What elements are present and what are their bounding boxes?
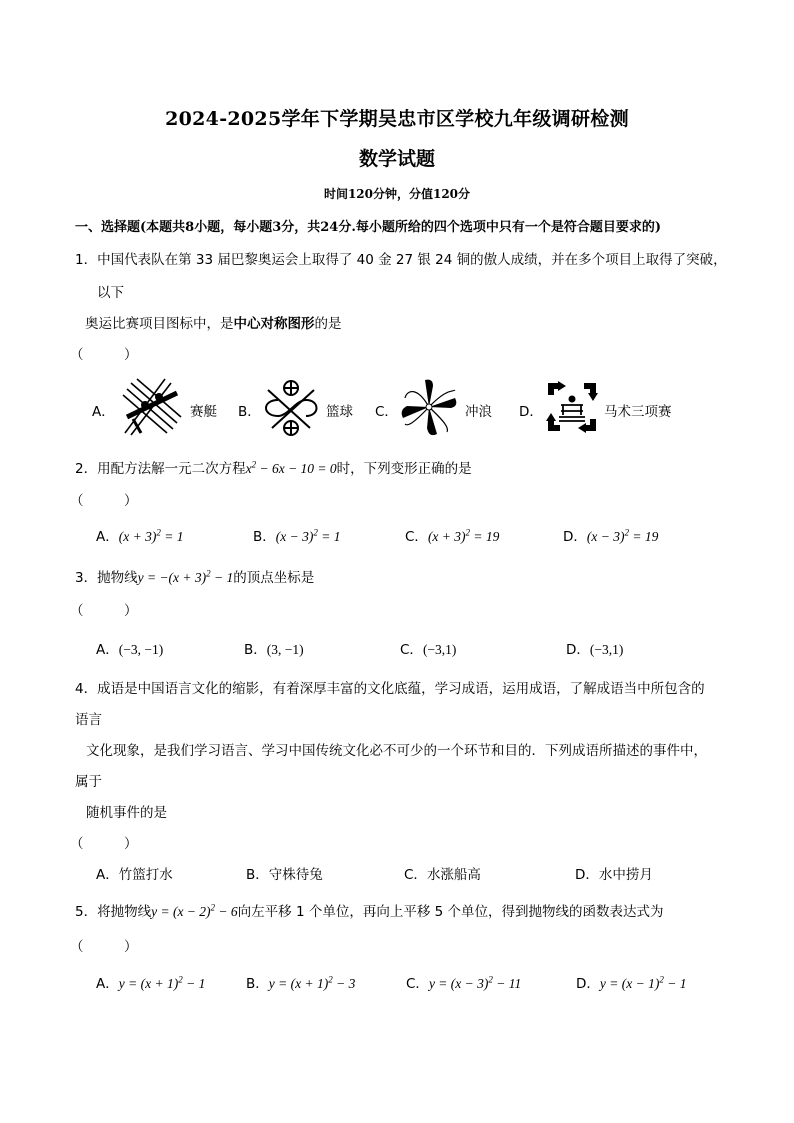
q2-equation: $x^2 - 6x - 10 = 0$	[245, 459, 337, 476]
q2-option-d: D．$(x - 3)^2 = 19$	[563, 527, 659, 545]
q3-option-b: B．(3, −1)	[244, 642, 304, 658]
page-subtitle: 数学试题	[358, 148, 435, 170]
section-heading: 一、选择题(本题共8小题，每小题3分，共24分.每小题所给的四个选项中只有一个是符合题目要求的)	[75, 220, 662, 235]
q1-option-b-label: 篮球	[326, 404, 353, 420]
q4-line1: 4．成语是中国语言文化的缩影，有着深厚丰富的文化底蕴，学习成语，运用成语，了解成语当中所包含的	[75, 681, 705, 697]
rowing-icon	[117, 375, 185, 437]
q2-answer-bracket: （ ）	[70, 493, 138, 509]
q3-option-a: A．(−3, −1)	[96, 642, 164, 658]
q2-option-b: B．$(x - 3)^2 = 1$	[253, 527, 341, 545]
page-title: 2024-2025学年下学期吴忠市区学校九年级调研检测	[165, 108, 629, 130]
q4-option-c: C．水涨船高	[404, 867, 481, 883]
q2-option-c: C．$(x + 3)^2 = 19$	[405, 527, 500, 545]
q4-option-b: B．守株待兔	[246, 867, 323, 883]
q4-line4: 属于	[75, 774, 102, 790]
q5-option-a: A．$y = (x + 1)^2 - 1$	[96, 974, 206, 992]
q5-equation: $y = (x - 2)^2 - 6$	[151, 902, 238, 919]
q1-option-c-letter: C．	[375, 404, 398, 420]
q4-option-a: A．竹篮打水	[96, 867, 173, 883]
q4-option-d: D．水中捞月	[575, 867, 653, 883]
q1-option-a-letter: A．	[92, 404, 115, 420]
q5-option-c: C．$y = (x - 3)^2 - 11$	[406, 974, 522, 992]
q1-option-d-letter: D．	[519, 404, 543, 420]
q3-answer-bracket: （ ）	[70, 603, 138, 619]
q5-option-b: B．$y = (x + 1)^2 - 3$	[246, 974, 356, 992]
q4-line3: 文化现象，是我们学习语言、学习中国传统文化必不可少的一个环节和目的．下列成语所描述的事件中，	[86, 743, 707, 759]
q4-answer-bracket: （ ）	[70, 836, 138, 852]
q3-option-d: D．(−3,1)	[566, 642, 624, 658]
q1-line1: 1．中国代表队在第 33 届巴黎奥运会上取得了 40 金 27 银 24 铜的傲人成绩，并在多个项目上取得了突破，	[75, 252, 727, 268]
q5-answer-bracket: （ ）	[70, 939, 138, 955]
q3-equation: $y = -(x + 3)^2 - 1$	[137, 568, 234, 585]
q1-line2: 以下	[97, 285, 124, 301]
q2-option-a: A．$(x + 3)^2 = 1$	[96, 527, 184, 545]
exam-info: 时间120分钟，分值120分	[323, 187, 471, 201]
q3-option-c: C．(−3,1)	[400, 642, 457, 658]
basketball-icon	[258, 376, 324, 438]
q2-stem: 2．用配方法解一元二次方程$x^2 - 6x - 10 = 0$时，下列变形正确的是	[75, 459, 472, 477]
q1-option-c-label: 冲浪	[465, 404, 492, 420]
q4-line2: 语言	[75, 712, 102, 728]
q1-option-a-label: 赛艇	[190, 404, 217, 420]
q1-line3: 奥运比赛项目图标中，是中心对称图形的是	[85, 316, 342, 332]
q1-answer-bracket: （ ）	[70, 347, 138, 363]
q4-line5: 随机事件的是	[86, 805, 167, 821]
q1-option-d-label: 马术三项赛	[604, 404, 672, 420]
surfing-icon	[397, 376, 461, 438]
equestrian-icon	[544, 379, 600, 435]
q5-stem: 5．将抛物线$y = (x - 2)^2 - 6$向左平移 1 个单位，再向上平移 5 个单位，得到抛物线的函数表达式为	[75, 902, 664, 920]
q5-option-d: D．$y = (x - 1)^2 - 1$	[576, 974, 687, 992]
q3-stem: 3．抛物线$y = -(x + 3)^2 - 1$的顶点坐标是	[75, 568, 315, 586]
q1-option-b-letter: B．	[238, 404, 261, 420]
